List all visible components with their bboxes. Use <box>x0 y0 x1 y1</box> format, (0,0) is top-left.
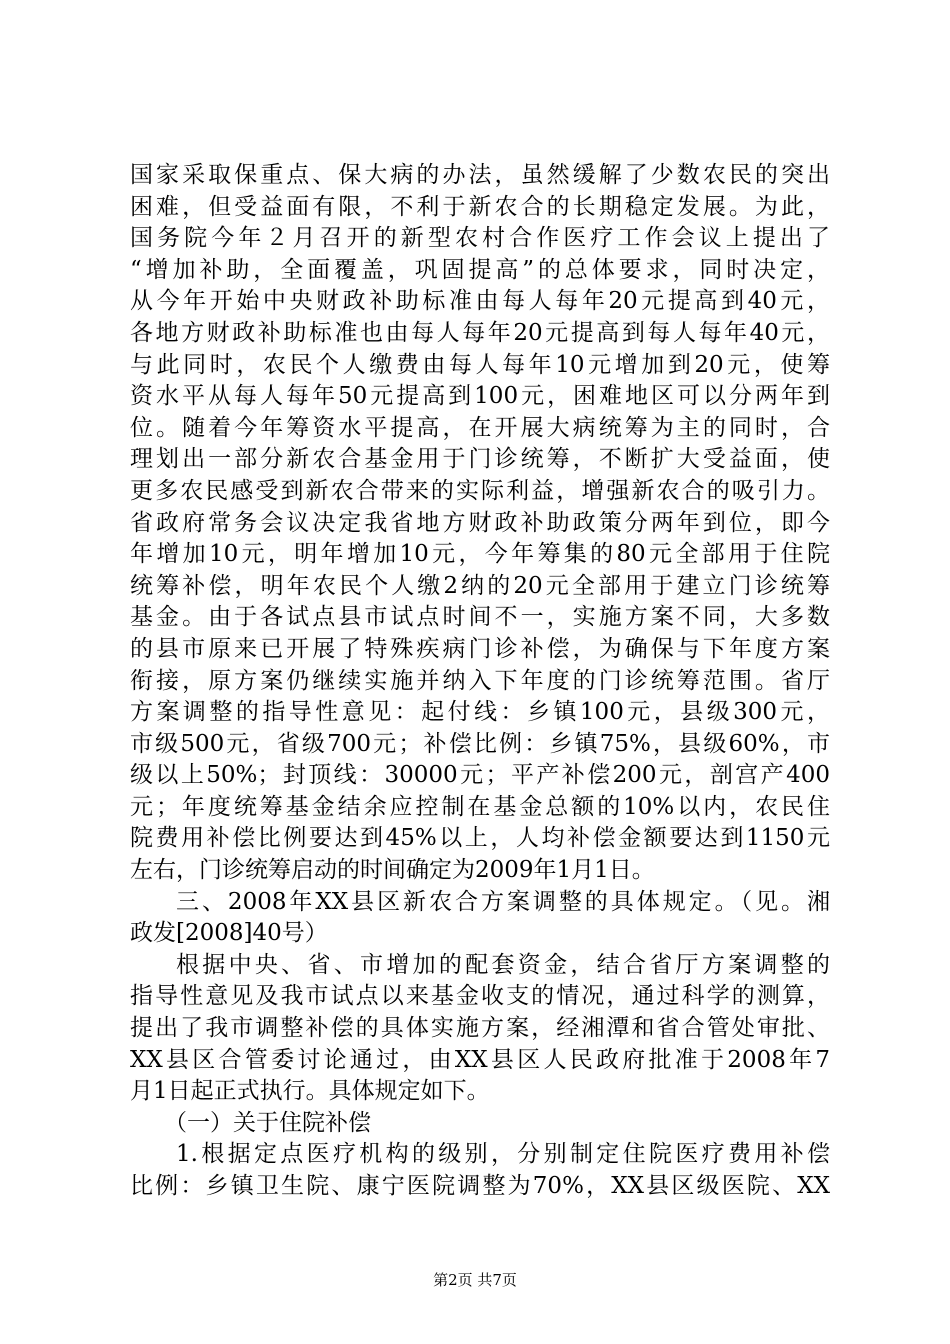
text-line: 衔接，原方案仍继续实施并纳入下年度的门诊统筹范围。省厅 <box>130 667 830 694</box>
text-line: 比例：乡镇卫生院、康宁医院调整为70%，XX县区级医院、XX <box>130 1173 830 1199</box>
page-footer <box>0 1270 950 1290</box>
text-line: 级以上50%；封顶线：30000元；平产补偿200元，剖宫产400 <box>130 762 830 789</box>
text-line: 资水平从每人每年50元提高到100元，困难地区可以分两年到 <box>130 383 830 410</box>
text-line: 省政府常务会议决定我省地方财政补助政策分两年到位，即今 <box>130 509 830 536</box>
text-line: 左右，门诊统筹启动的时间确定为2009年1月1日。 <box>130 857 655 884</box>
text-line: 方案调整的指导性意见：起付线：乡镇100元，县级300元， <box>130 699 830 726</box>
text-line: 各地方财政补助标准也由每人每年20元提高到每人每年40元， <box>130 319 830 346</box>
text-line: XX县区合管委讨论通过，由XX县区人民政府批准于2008年7 <box>130 1046 830 1073</box>
text-line: “增加补助，全面覆盖，巩固提高”的总体要求，同时决定， <box>130 256 830 283</box>
text-line: 国家采取保重点、保大病的办法，虽然缓解了少数农民的突出 <box>130 162 830 188</box>
text-line: 从今年开始中央财政补助标准由每人每年20元提高到40元， <box>130 288 830 315</box>
text-line: 年增加10元，明年增加10元，今年筹集的80元全部用于住院 <box>130 541 830 568</box>
text-line: 统筹补偿，明年农民个人缴2纳的20元全部用于建立门诊统筹 <box>130 572 830 599</box>
text-line: 根据中央、省、市增加的配套资金，结合省厅方案调整的 <box>176 951 830 978</box>
document-body <box>130 160 830 1203</box>
text-line: 的县市原来已开展了特殊疾病门诊补偿，为确保与下年度方案 <box>130 635 830 662</box>
text-line: 位。随着今年筹资水平提高，在开展大病统筹为主的同时，合 <box>130 414 830 441</box>
text-line: 月1日起正式执行。具体规定如下。 <box>130 1078 490 1105</box>
text-line: 院费用补偿比例要达到45%以上，人均补偿金额要达到1150元 <box>130 825 830 852</box>
text-line: 与此同时，农民个人缴费由每人每年10元增加到20元，使筹 <box>130 351 830 378</box>
text-line: 理划出一部分新农合基金用于门诊统筹，不断扩大受益面，使 <box>130 446 830 473</box>
text-line: 1.根据定点医疗机构的级别，分别制定住院医疗费用补偿 <box>176 1141 830 1168</box>
text-line: 政发[2008]40号） <box>130 920 328 947</box>
text-line: 提出了我市调整补偿的具体实施方案，经湘潭和省合管处审批、 <box>130 1015 830 1042</box>
text-line: 国务院今年２月召开的新型农村合作医疗工作会议上提出了 <box>130 225 830 252</box>
text-line: 指导性意见及我市试点以来基金收支的情况，通过科学的测算， <box>130 983 830 1010</box>
text-line: 元；年度统筹基金结余应控制在基金总额的10%以内，农民住 <box>130 793 830 820</box>
section-heading: 三、2008年XX县区新农合方案调整的具体规定。（见。湘 <box>176 888 830 915</box>
text-line: 市级500元，省级700元；补偿比例：乡镇75%，县级60%，市 <box>130 730 830 757</box>
subsection-heading: （一）关于住院补偿 <box>164 1109 371 1136</box>
text-line: 更多农民感受到新农合带来的实际利益，增强新农合的吸引力。 <box>130 477 830 504</box>
page-number: 第2页 共7页 <box>433 1271 517 1289</box>
text-line: 困难，但受益面有限，不利于新农合的长期稳定发展。为此， <box>130 193 830 220</box>
text-line: 基金。由于各试点县市试点时间不一，实施方案不同，大多数 <box>130 604 830 631</box>
